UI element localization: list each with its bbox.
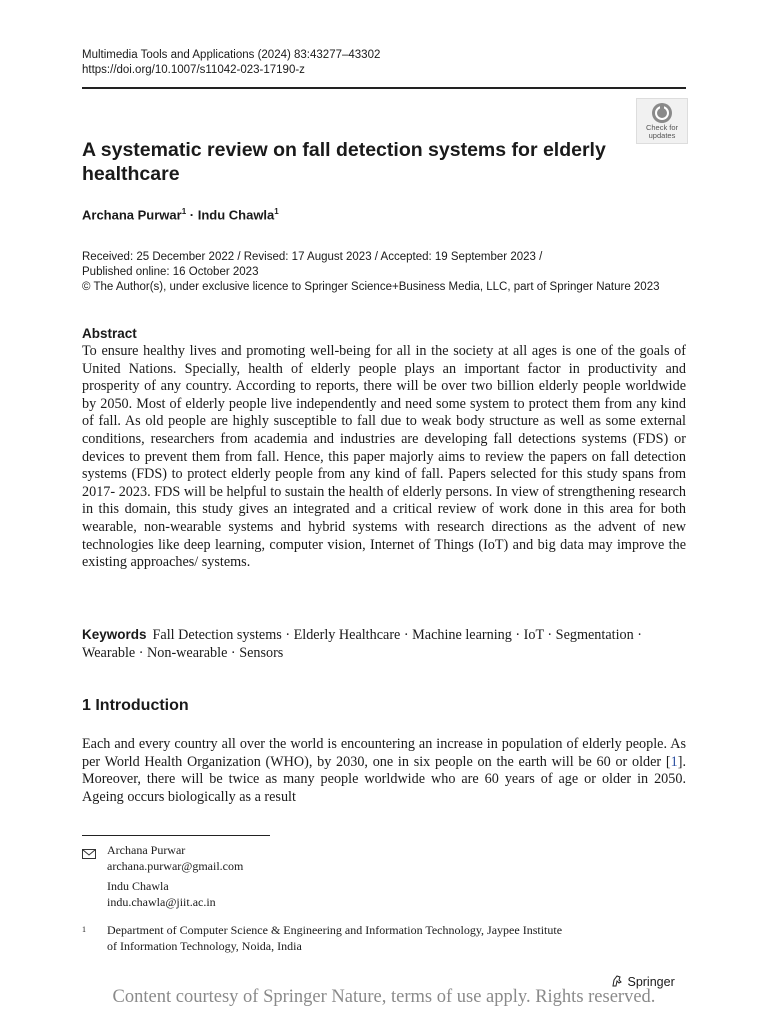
intro-text-part: Each and every country all over the world is encountering an increase in population of elderly people. As per World Health Organization (WHO), by 2030, one in six people on the earth will be 60 or older [ [82, 736, 686, 770]
header-rule [82, 87, 686, 89]
affiliation [107, 923, 687, 954]
affiliation-line: of Information Technology, Noida, India [107, 938, 302, 953]
courtesy-watermark: Content courtesy of Springer Nature, terms of use apply. Rights reserved. [112, 987, 656, 1007]
journal-line: Multimedia Tools and Applications (2024) 83:43277–43302 [82, 49, 381, 61]
footnote-author-name: Archana Purwar [107, 843, 186, 857]
abstract-text: To ensure healthy lives and promoting well-being for all in the society at all ages is one of the goals of United Nations. Specially, health of elderly people plays an important factor in productivity and prosperity of any country. According to reports, there will be over two billion elderly people worldwide by 2050. Most of elderly people live independently and need some system to protect them from any kind of fall. As old people are highly susceptible to fall due to weak body structure as well as some external conditions, researchers from academia and industries are developing fall detections systems (FDS) or devices to prevent them from fall. Hence, this paper majorly aims to review the papers on fall detection systems (FDS) to protect elderly people from any kind of fall. Papers selected for this study spans from 2017- 2023. FDS will be helpful to sustain the health of elderly persons. In view of strengthening research in this domain, this study gives an integrated and a critical review of work done in this area for both wearable, non-wearable systems and hybrid systems with research directions as the advent of new technologies like deep learning, computer vision, Internet of Things (IoT) and big data may improve the existing approaches/ systems. [82, 343, 686, 571]
badge-line-2: updates [648, 131, 676, 140]
badge-line-1: Check for [645, 123, 679, 132]
author-list [82, 207, 279, 222]
check-for-updates-badge[interactable] [636, 98, 688, 144]
citation-link[interactable]: 1 [670, 753, 678, 770]
footnote-rule [82, 835, 270, 836]
envelope-icon [82, 846, 96, 864]
author-separator: · [186, 207, 198, 223]
author-name[interactable]: Archana Purwar [82, 207, 182, 223]
keywords [82, 626, 686, 662]
journal-citation [82, 48, 380, 78]
abstract-heading: Abstract [82, 326, 137, 341]
intro-text-part: ]. Moreover, there will be twice as many people worldwide who are 60 years of age or older in 2050. Ageing occurs biologically as a result [82, 753, 686, 805]
check-for-updates-icon [651, 102, 673, 124]
author-name[interactable]: Indu Chawla [197, 207, 275, 223]
introduction-text [82, 736, 686, 806]
keywords-text: Fall Detection systems · Elderly Healthcare · Machine learning · IoT · Segmentation · Wearable · Non-wearable · Sensors [82, 627, 642, 661]
corresponding-author [107, 843, 243, 874]
doi-link[interactable]: https://doi.org/10.1007/s11042-023-17190-z [82, 64, 305, 76]
keywords-label: Keywords [82, 627, 147, 642]
email-link[interactable]: indu.chawla@jiit.ac.in [107, 894, 216, 909]
dates-line: Received: 25 December 2022 / Revised: 17 August 2023 / Accepted: 19 September 2023 / [82, 251, 543, 263]
section-heading: 1 Introduction [82, 697, 189, 714]
footnote-author-name: Indu Chawla [107, 879, 169, 893]
author-affiliation-sup: 1 [274, 207, 279, 216]
copyright-line: © The Author(s), under exclusive licence to Springer Science+Business Media, LLC, part of Springer Nature 2023 [82, 281, 660, 293]
paper-title: A systematic review on fall detection systems for elderly healthcare [82, 139, 606, 185]
author-affiliation-sup: 1 [181, 207, 187, 216]
publisher-name: Springer [627, 975, 675, 989]
springer-horse-icon [610, 974, 624, 988]
coauthor-contact [107, 879, 216, 910]
affiliation-number: 1 [82, 925, 86, 934]
affiliation-line: Department of Computer Science & Engineering and Information Technology, Jaypee Institute [107, 923, 563, 937]
dates-line: Published online: 16 October 2023 [82, 266, 259, 278]
email-link[interactable]: archana.purwar@gmail.com [107, 858, 244, 873]
publication-dates [82, 250, 692, 295]
